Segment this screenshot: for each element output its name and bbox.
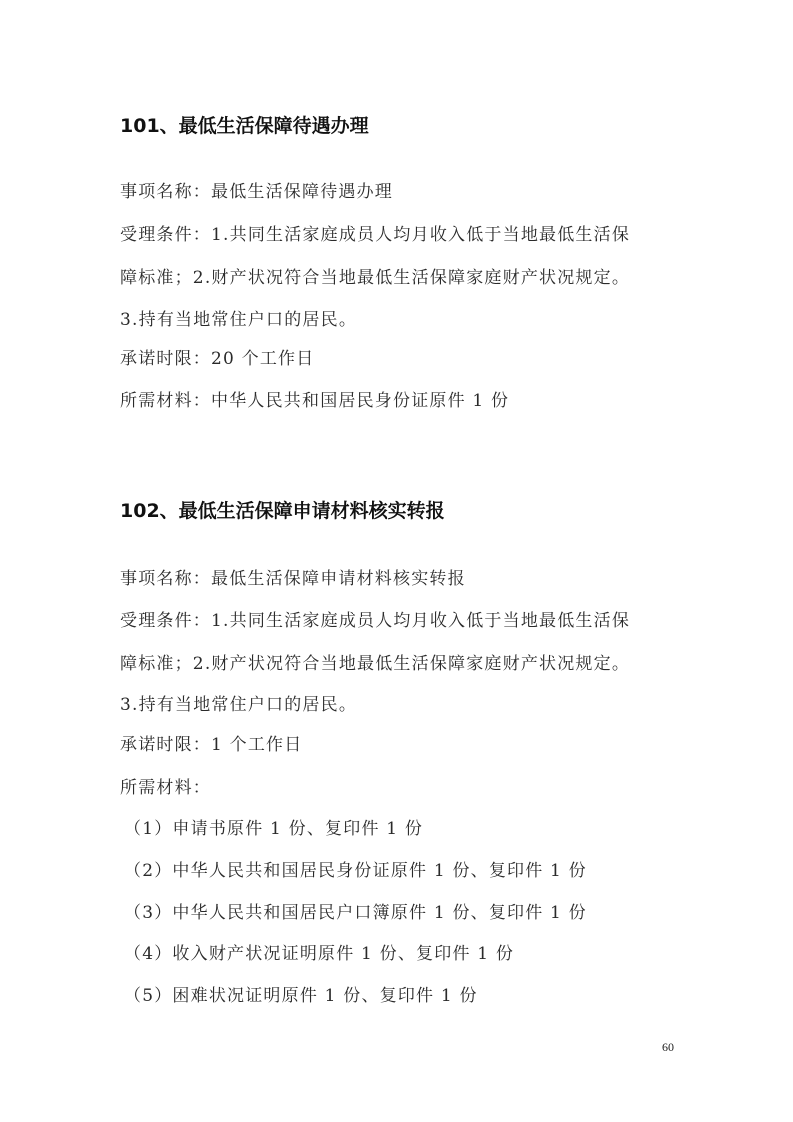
- section-102-conditions-line-1: 受理条件：1.共同生活家庭成员人均月收入低于当地最低生活保: [120, 611, 631, 631]
- section-102-material-item: （4）收入财产状况证明原件 1 份、复印件 1 份: [124, 944, 515, 964]
- section-101-conditions-line-2: 障标准；2.财产状况符合当地最低生活保障家庭财产状况规定。: [120, 268, 631, 288]
- section-101-item-name: 事项名称：最低生活保障待遇办理: [120, 182, 393, 202]
- section-102-time-limit: 承诺时限：1 个工作日: [120, 735, 303, 755]
- section-102-item-name: 事项名称：最低生活保障申请材料核实转报: [120, 569, 466, 589]
- section-101-heading: 101、最低生活保障待遇办理: [120, 115, 369, 137]
- section-102-conditions-line-2: 障标准；2.财产状况符合当地最低生活保障家庭财产状况规定。: [120, 654, 631, 674]
- page-number: 60: [662, 1040, 674, 1054]
- section-101-time-limit: 承诺时限：20 个工作日: [120, 349, 315, 369]
- section-102-heading: 102、最低生活保障申请材料核实转报: [120, 500, 445, 522]
- section-102-material-item: （3）中华人民共和国居民户口簿原件 1 份、复印件 1 份: [124, 903, 587, 923]
- section-102-material-item: （1）申请书原件 1 份、复印件 1 份: [124, 819, 424, 839]
- section-101-conditions-line-3: 3.持有当地常住户口的居民。: [120, 310, 358, 330]
- section-102-material-item: （2）中华人民共和国居民身份证原件 1 份、复印件 1 份: [124, 861, 587, 881]
- section-102-materials-label: 所需材料：: [120, 778, 211, 798]
- section-101-conditions-line-1: 受理条件：1.共同生活家庭成员人均月收入低于当地最低生活保: [120, 225, 631, 245]
- section-101-materials: 所需材料：中华人民共和国居民身份证原件 1 份: [120, 391, 510, 411]
- section-102-conditions-line-3: 3.持有当地常住户口的居民。: [120, 695, 358, 715]
- section-102-material-item: （5）困难状况证明原件 1 份、复印件 1 份: [124, 986, 478, 1006]
